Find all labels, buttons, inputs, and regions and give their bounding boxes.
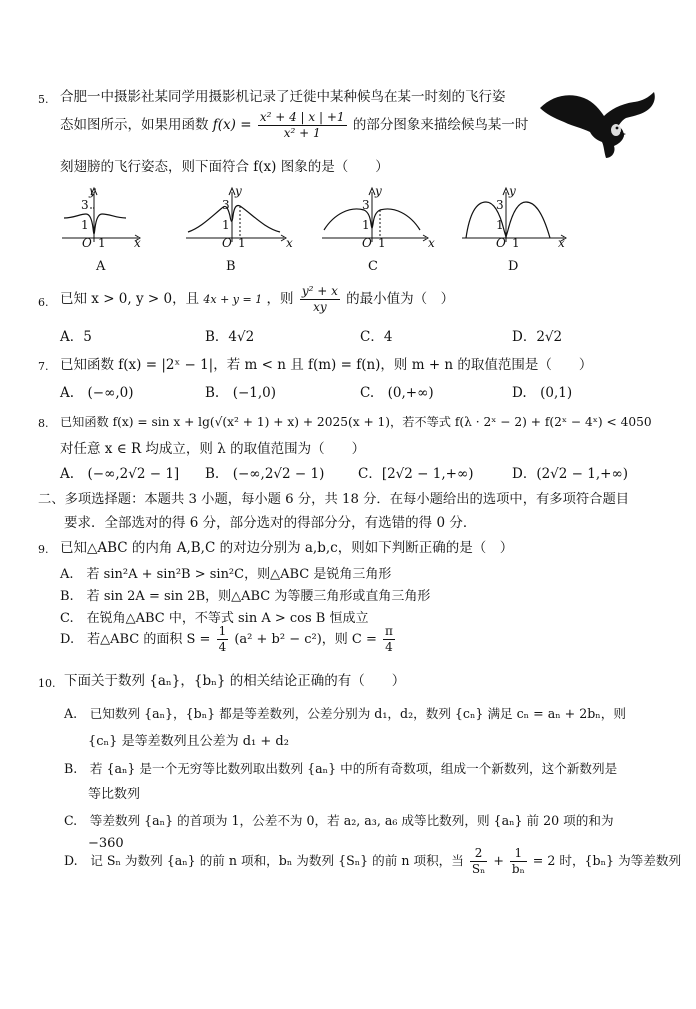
q10-option-d: [64, 846, 681, 877]
q9-option-d-a: D. 若△ABC 的面积 S =: [60, 632, 211, 647]
q7-option-c: C. (0,+∞): [360, 385, 434, 401]
q6-stem-b: ，则: [266, 291, 294, 307]
q5-line3: 刻翅膀的飞行姿态，则下面符合 f(x) 图象的是（ ）: [60, 159, 389, 175]
q9-stem: 已知△ABC 的内角 A,B,C 的对边分别为 a,b,c，则如下判断正确的是（ ）: [60, 540, 514, 556]
q8-option-a: A. (−∞,2√2 − 1]: [60, 466, 180, 482]
q9-option-b: B. 若 sin 2A = sin 2B，则△ABC 为等腰三角形或直角三角形: [60, 589, 431, 604]
q10-option-c-line2: −360: [88, 836, 124, 851]
q7-number: 7.: [38, 360, 49, 373]
q7-stem: 已知函数 f(x) = |2ˣ − 1|，若 m < n 且 f(m) = f(n)，则 m + n 的取值范围是（ ）: [60, 357, 593, 373]
q10-option-d-frac2: [510, 846, 527, 877]
q6-number: 6.: [38, 296, 49, 309]
q6-condition: 4x + y = 1: [203, 293, 263, 306]
q10-option-d-a: D. 记 Sₙ 为数列 {aₙ} 的前 n 项和，bₙ 为数列 {Sₙ} 的前 n 项积，当: [64, 853, 464, 868]
q7-option-b: B. (−1,0): [205, 385, 277, 401]
q10-option-d-frac2-den: bₙ: [511, 862, 525, 876]
q6-option-d: D．2√2: [512, 329, 563, 345]
graph-a-y-label: y: [89, 184, 96, 198]
q5-fraction: [258, 110, 347, 141]
q6-fraction: [300, 284, 340, 315]
graph-d-label: D: [508, 259, 519, 274]
q10-number: 10.: [38, 677, 56, 690]
q6-option-b: B．4√2: [205, 329, 255, 345]
q9-option-d-frac: [217, 624, 229, 655]
q6-frac-den: xy: [313, 300, 327, 314]
q6-frac-num: y² + x: [301, 284, 338, 298]
q5-graphs: [60, 184, 570, 280]
q10-option-d-plus: +: [493, 853, 504, 868]
graph-b-x-label: x: [286, 236, 293, 250]
graph-b-y1: 1: [222, 218, 230, 232]
q9-option-d-c-num: π: [385, 624, 393, 638]
q9-option-d-frac-den: 4: [218, 640, 227, 654]
graph-d-y-label: y: [509, 184, 516, 198]
q10-option-a-line1: A. 已知数列 {aₙ}，{bₙ} 都是等差数列，公差分别为 d₁，d₂，数列 {cₙ} 满足 cₙ = aₙ + 2bₙ，则: [64, 706, 626, 721]
q10-stem: 下面关于数列 {aₙ}，{bₙ} 的相关结论正确的有（ ）: [64, 673, 406, 689]
graph-b-origin: O: [222, 236, 232, 250]
q5-line1: 合肥一中摄影社某同学用摄影机记录了迁徙中某种候鸟在某一时刻的飞行姿: [60, 89, 506, 105]
q6-stem-c: 的最小值为（ ）: [346, 291, 455, 307]
graph-d-y3: 3: [496, 198, 504, 212]
graph-a-label: A: [96, 259, 106, 274]
q10-option-d-frac1: [470, 846, 487, 877]
q6-option-a: A．5: [60, 329, 92, 345]
section2-line1: 二、多项选择题：本题共 3 小题，每小题 6 分，共 18 分．在每小题给出的选项中，有多项符合题目: [38, 492, 630, 507]
q5-fx: f(x) =: [212, 117, 252, 133]
graph-c-label: C: [368, 259, 378, 274]
graph-b-y-label: y: [235, 184, 242, 198]
q9-option-d-c-frac: [383, 624, 395, 655]
q10-option-d-frac1-num: 2: [470, 846, 487, 862]
graph-d-x1: 1: [512, 236, 520, 250]
graph-d-origin: O: [496, 236, 506, 250]
q10-option-d-b: = 2 时，{bₙ} 为等差数列: [532, 853, 682, 868]
q6-option-c: C．4: [360, 329, 393, 345]
q5-line2-b: 的部分图象来描绘候鸟某一时: [352, 117, 529, 133]
graph-a-x-label: x: [134, 236, 141, 250]
q10-option-b-line1: B. 若 {aₙ} 是一个无穷等比数列取出数列 {aₙ} 中的所有奇数项，组成一个新数列，这个新数列是: [64, 761, 618, 776]
graph-c-y-label: y: [375, 184, 382, 198]
q5-line2: [60, 110, 528, 141]
q8-stem2: 对任意 x ∈ R 均成立，则 λ 的取值范围为（ ）: [60, 441, 366, 457]
graph-c-y3: 3: [362, 198, 370, 212]
q9-option-d: [60, 624, 397, 655]
q10-option-b-line2: 等比数列: [88, 787, 141, 802]
q9-number: 9.: [38, 543, 49, 556]
q7-option-a: A. (−∞,0): [60, 385, 134, 401]
graph-c-x1: 1: [378, 236, 386, 250]
graph-d-x-label: x: [558, 236, 565, 250]
q10-option-d-frac2-num: 1: [510, 846, 527, 862]
q5-frac-den: x² + 1: [283, 126, 321, 140]
q5-frac-num: x² + 4 | x | +1: [259, 110, 345, 124]
q9-option-d-c-den: 4: [385, 640, 393, 654]
graph-c-y1: 1: [362, 218, 370, 232]
q10-option-d-frac1-den: Sₙ: [471, 862, 486, 876]
q6-stem-a: 已知 x > 0, y > 0，且: [60, 291, 200, 307]
graph-a-y1: 1: [81, 218, 89, 232]
section2-line2: 要求．全部选对的得 6 分，部分选对的得部分分，有选错的得 0 分．: [64, 515, 477, 531]
q5-number: 5.: [38, 93, 49, 106]
q9-option-d-frac-num: 1: [218, 624, 227, 638]
q9-option-c: C. 在锐角△ABC 中，不等式 sin A > cos B 恒成立: [60, 611, 369, 626]
graph-d-y1: 1: [496, 218, 504, 232]
graph-b-y3: 3: [222, 198, 230, 212]
graph-a-x1: 1: [98, 236, 106, 250]
q8-number: 8.: [38, 417, 49, 430]
graph-a-origin: O: [82, 236, 92, 250]
q10-option-a-line2: {cₙ} 是等差数列且公差为 d₁ + d₂: [88, 734, 289, 749]
bird-silhouette-image: [538, 86, 660, 160]
graph-b-label: B: [226, 259, 236, 274]
graph-a-y3: 3: [81, 198, 89, 212]
graph-c-origin: O: [362, 236, 372, 250]
q6-stem: [60, 284, 454, 315]
q8-stem: 已知函数 f(x) = sin x + lg(√(x² + 1) + x) + 2025(x + 1)，若不等式 f(λ · 2ˣ − 2) + f(2ˣ − 4ˣ) < 4050: [60, 415, 652, 429]
q9-option-a: A. 若 sin²A + sin²B > sin²C，则△ABC 是锐角三角形: [60, 567, 392, 582]
q9-option-d-b: (a² + b² − c²)，则 C =: [234, 632, 377, 647]
graph-c-x-label: x: [428, 236, 435, 250]
q8-option-d: D．(2√2 − 1,+∞): [512, 466, 628, 482]
q8-option-b: B. (−∞,2√2 − 1): [205, 466, 325, 482]
graph-b-x1: 1: [238, 236, 246, 250]
q7-option-d: D. (0,1): [512, 385, 573, 401]
q5-line2-a: 态如图所示，如果用函数: [60, 117, 209, 133]
q8-option-c: C．[2√2 − 1,+∞): [358, 466, 474, 482]
q10-option-c-line1: C. 等差数列 {aₙ} 的首项为 1，公差不为 0，若 a₂, a₃, a₆ 成等比数列，则 {aₙ} 前 20 项的和为: [64, 813, 614, 828]
